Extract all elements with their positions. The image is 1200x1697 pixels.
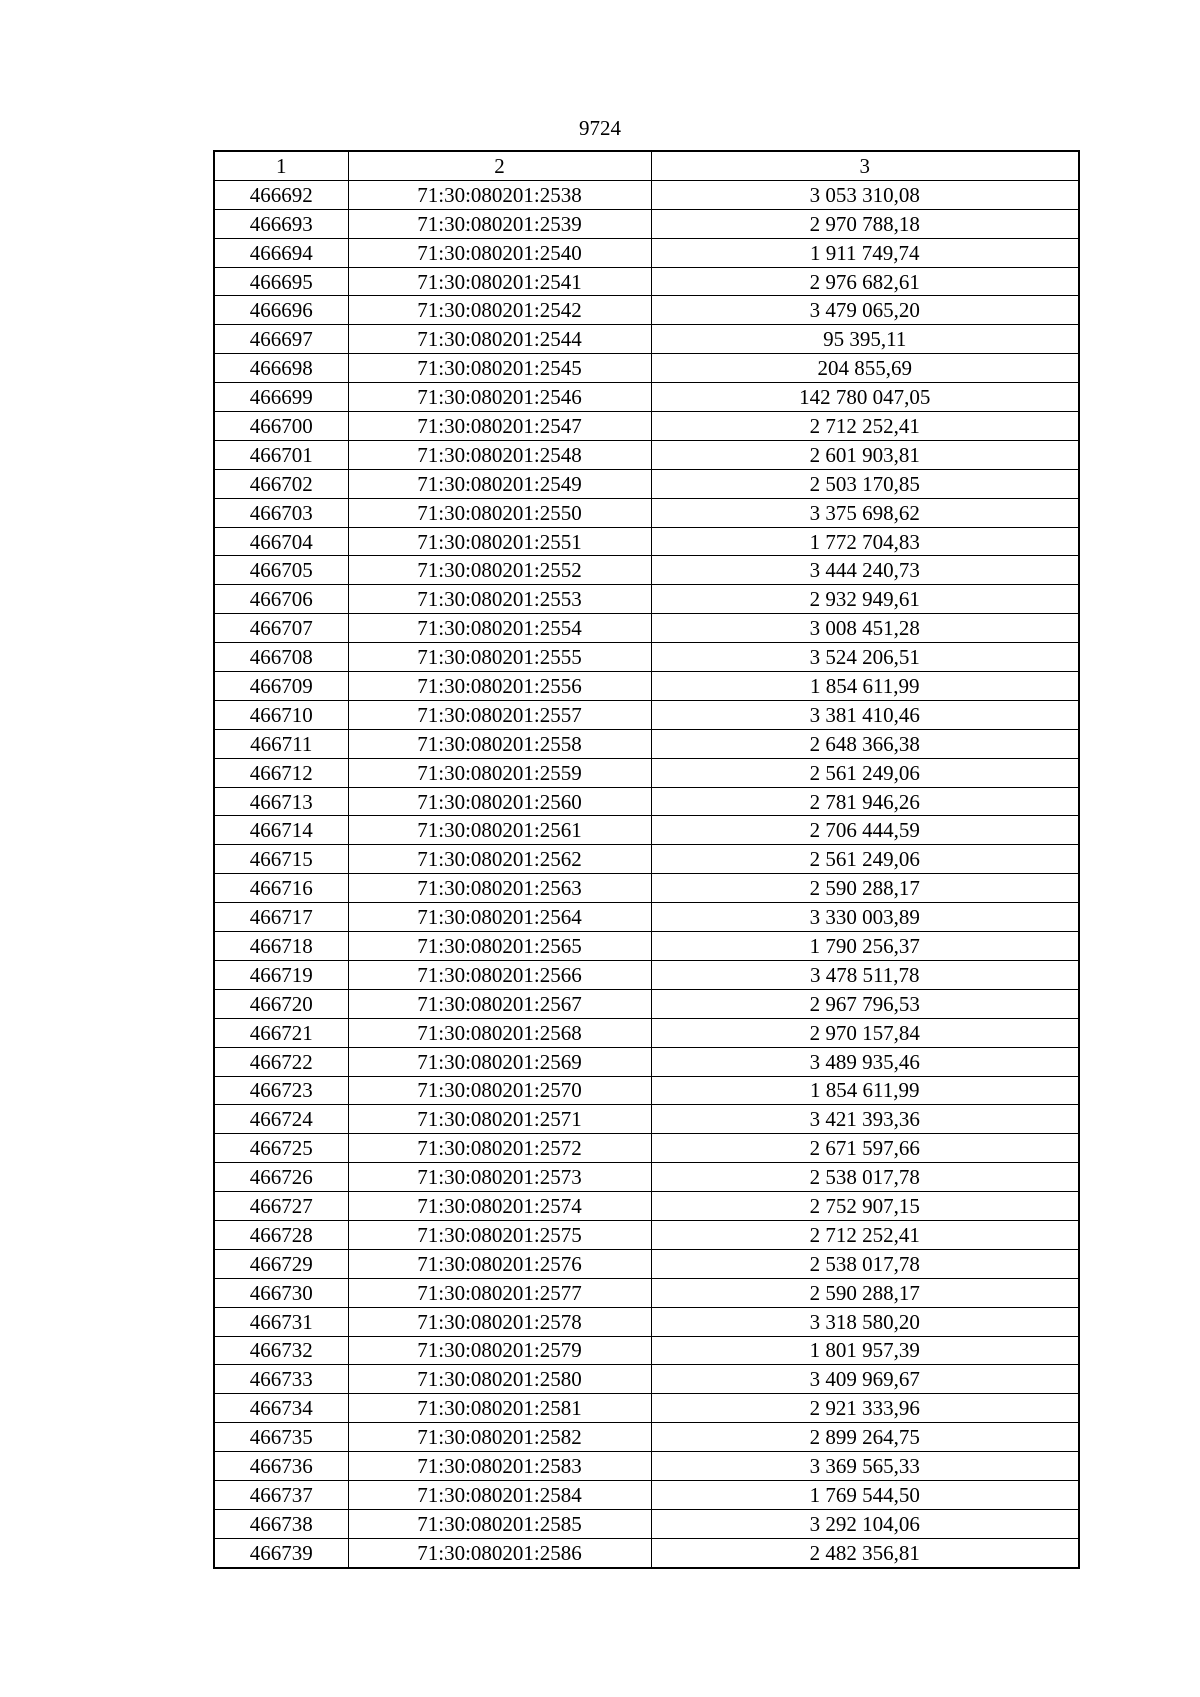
row-number-cell: 466736 bbox=[214, 1452, 348, 1481]
cadastral-number-cell: 71:30:080201:2551 bbox=[348, 527, 651, 556]
table-row bbox=[214, 816, 1079, 845]
table-row bbox=[214, 296, 1079, 325]
table-row bbox=[214, 1394, 1079, 1423]
value-cell: 2 561 249,06 bbox=[651, 758, 1079, 787]
cadastral-number-cell: 71:30:080201:2576 bbox=[348, 1249, 651, 1278]
table-row bbox=[214, 1278, 1079, 1307]
table-row bbox=[214, 1452, 1079, 1481]
value-cell: 2 590 288,17 bbox=[651, 874, 1079, 903]
table-row bbox=[214, 238, 1079, 267]
header-row bbox=[214, 151, 1079, 180]
value-cell: 2 967 796,53 bbox=[651, 989, 1079, 1018]
row-number-cell: 466719 bbox=[214, 960, 348, 989]
value-cell: 2 712 252,41 bbox=[651, 1220, 1079, 1249]
row-number-cell: 466707 bbox=[214, 614, 348, 643]
row-number-cell: 466706 bbox=[214, 585, 348, 614]
table-row bbox=[214, 527, 1079, 556]
row-number-cell: 466724 bbox=[214, 1105, 348, 1134]
value-cell: 2 482 356,81 bbox=[651, 1538, 1079, 1567]
table-row bbox=[214, 960, 1079, 989]
row-number-cell: 466733 bbox=[214, 1365, 348, 1394]
column-header-2: 2 bbox=[348, 151, 651, 180]
cadastral-number-cell: 71:30:080201:2575 bbox=[348, 1220, 651, 1249]
value-cell: 1 911 749,74 bbox=[651, 238, 1079, 267]
value-cell: 3 330 003,89 bbox=[651, 903, 1079, 932]
cadastral-number-cell: 71:30:080201:2581 bbox=[348, 1394, 651, 1423]
cadastral-number-cell: 71:30:080201:2556 bbox=[348, 672, 651, 701]
value-cell: 2 561 249,06 bbox=[651, 845, 1079, 874]
value-cell: 3 375 698,62 bbox=[651, 498, 1079, 527]
table-row bbox=[214, 1192, 1079, 1221]
value-cell: 2 671 597,66 bbox=[651, 1134, 1079, 1163]
table-row bbox=[214, 1365, 1079, 1394]
cadastral-number-cell: 71:30:080201:2557 bbox=[348, 700, 651, 729]
cadastral-number-cell: 71:30:080201:2544 bbox=[348, 325, 651, 354]
table-row bbox=[214, 209, 1079, 238]
cadastral-number-cell: 71:30:080201:2545 bbox=[348, 354, 651, 383]
row-number-cell: 466704 bbox=[214, 527, 348, 556]
row-number-cell: 466720 bbox=[214, 989, 348, 1018]
value-cell: 2 752 907,15 bbox=[651, 1192, 1079, 1221]
cadastral-number-cell: 71:30:080201:2561 bbox=[348, 816, 651, 845]
cadastral-number-cell: 71:30:080201:2546 bbox=[348, 383, 651, 412]
value-cell: 3 053 310,08 bbox=[651, 180, 1079, 209]
table-row bbox=[214, 672, 1079, 701]
cadastral-number-cell: 71:30:080201:2564 bbox=[348, 903, 651, 932]
cadastral-number-cell: 71:30:080201:2573 bbox=[348, 1163, 651, 1192]
table-row bbox=[214, 1480, 1079, 1509]
row-number-cell: 466725 bbox=[214, 1134, 348, 1163]
row-number-cell: 466703 bbox=[214, 498, 348, 527]
value-cell: 2 538 017,78 bbox=[651, 1249, 1079, 1278]
cadastral-number-cell: 71:30:080201:2547 bbox=[348, 412, 651, 441]
table-row bbox=[214, 498, 1079, 527]
value-cell: 2 503 170,85 bbox=[651, 469, 1079, 498]
table-row bbox=[214, 354, 1079, 383]
cadastral-number-cell: 71:30:080201:2555 bbox=[348, 643, 651, 672]
table-row bbox=[214, 845, 1079, 874]
table-row bbox=[214, 325, 1079, 354]
table-row bbox=[214, 1220, 1079, 1249]
row-number-cell: 466709 bbox=[214, 672, 348, 701]
value-cell: 2 970 788,18 bbox=[651, 209, 1079, 238]
row-number-cell: 466739 bbox=[214, 1538, 348, 1567]
value-cell: 2 932 949,61 bbox=[651, 585, 1079, 614]
value-cell: 1 769 544,50 bbox=[651, 1480, 1079, 1509]
table-row bbox=[214, 1163, 1079, 1192]
value-cell: 2 601 903,81 bbox=[651, 440, 1079, 469]
row-number-cell: 466697 bbox=[214, 325, 348, 354]
cadastral-number-cell: 71:30:080201:2542 bbox=[348, 296, 651, 325]
row-number-cell: 466711 bbox=[214, 729, 348, 758]
row-number-cell: 466721 bbox=[214, 1018, 348, 1047]
column-header-1: 1 bbox=[214, 151, 348, 180]
value-cell: 3 318 580,20 bbox=[651, 1307, 1079, 1336]
row-number-cell: 466728 bbox=[214, 1220, 348, 1249]
row-number-cell: 466713 bbox=[214, 787, 348, 816]
value-cell: 2 706 444,59 bbox=[651, 816, 1079, 845]
table-row bbox=[214, 903, 1079, 932]
table-row bbox=[214, 874, 1079, 903]
row-number-cell: 466729 bbox=[214, 1249, 348, 1278]
row-number-cell: 466723 bbox=[214, 1076, 348, 1105]
value-cell: 2 976 682,61 bbox=[651, 267, 1079, 296]
row-number-cell: 466730 bbox=[214, 1278, 348, 1307]
table-row bbox=[214, 729, 1079, 758]
cadastral-number-cell: 71:30:080201:2578 bbox=[348, 1307, 651, 1336]
value-cell: 3 524 206,51 bbox=[651, 643, 1079, 672]
table-row bbox=[214, 556, 1079, 585]
row-number-cell: 466699 bbox=[214, 383, 348, 412]
row-number-cell: 466692 bbox=[214, 180, 348, 209]
cadastral-number-cell: 71:30:080201:2559 bbox=[348, 758, 651, 787]
row-number-cell: 466696 bbox=[214, 296, 348, 325]
value-cell: 95 395,11 bbox=[651, 325, 1079, 354]
table-row bbox=[214, 1509, 1079, 1538]
table-row bbox=[214, 787, 1079, 816]
cadastral-number-cell: 71:30:080201:2563 bbox=[348, 874, 651, 903]
value-cell: 3 479 065,20 bbox=[651, 296, 1079, 325]
row-number-cell: 466737 bbox=[214, 1480, 348, 1509]
value-cell: 2 712 252,41 bbox=[651, 412, 1079, 441]
cadastral-number-cell: 71:30:080201:2560 bbox=[348, 787, 651, 816]
table-row bbox=[214, 440, 1079, 469]
cadastral-number-cell: 71:30:080201:2565 bbox=[348, 932, 651, 961]
cadastral-number-cell: 71:30:080201:2585 bbox=[348, 1509, 651, 1538]
row-number-cell: 466722 bbox=[214, 1047, 348, 1076]
value-cell: 2 648 366,38 bbox=[651, 729, 1079, 758]
cadastral-number-cell: 71:30:080201:2553 bbox=[348, 585, 651, 614]
value-cell: 1 854 611,99 bbox=[651, 672, 1079, 701]
cadastral-number-cell: 71:30:080201:2541 bbox=[348, 267, 651, 296]
row-number-cell: 466738 bbox=[214, 1509, 348, 1538]
table-row bbox=[214, 1076, 1079, 1105]
value-cell: 204 855,69 bbox=[651, 354, 1079, 383]
cadastral-number-cell: 71:30:080201:2566 bbox=[348, 960, 651, 989]
value-cell: 3 409 969,67 bbox=[651, 1365, 1079, 1394]
cadastral-number-cell: 71:30:080201:2574 bbox=[348, 1192, 651, 1221]
cadastral-number-cell: 71:30:080201:2582 bbox=[348, 1423, 651, 1452]
cadastral-number-cell: 71:30:080201:2549 bbox=[348, 469, 651, 498]
value-cell: 2 921 333,96 bbox=[651, 1394, 1079, 1423]
value-cell: 3 478 511,78 bbox=[651, 960, 1079, 989]
value-cell: 2 538 017,78 bbox=[651, 1163, 1079, 1192]
row-number-cell: 466705 bbox=[214, 556, 348, 585]
table-row bbox=[214, 989, 1079, 1018]
row-number-cell: 466716 bbox=[214, 874, 348, 903]
cadastral-number-cell: 71:30:080201:2586 bbox=[348, 1538, 651, 1567]
row-number-cell: 466732 bbox=[214, 1336, 348, 1365]
row-number-cell: 466695 bbox=[214, 267, 348, 296]
table-row bbox=[214, 1307, 1079, 1336]
table-row bbox=[214, 1336, 1079, 1365]
table-row bbox=[214, 1047, 1079, 1076]
row-number-cell: 466734 bbox=[214, 1394, 348, 1423]
table-row bbox=[214, 643, 1079, 672]
row-number-cell: 466718 bbox=[214, 932, 348, 961]
table-row bbox=[214, 1249, 1079, 1278]
row-number-cell: 466731 bbox=[214, 1307, 348, 1336]
row-number-cell: 466717 bbox=[214, 903, 348, 932]
table-body bbox=[214, 180, 1079, 1567]
cadastral-number-cell: 71:30:080201:2569 bbox=[348, 1047, 651, 1076]
table-row bbox=[214, 700, 1079, 729]
row-number-cell: 466693 bbox=[214, 209, 348, 238]
value-cell: 3 292 104,06 bbox=[651, 1509, 1079, 1538]
table-row bbox=[214, 180, 1079, 209]
registry-table bbox=[213, 150, 1080, 1569]
cadastral-number-cell: 71:30:080201:2579 bbox=[348, 1336, 651, 1365]
cadastral-number-cell: 71:30:080201:2577 bbox=[348, 1278, 651, 1307]
cadastral-number-cell: 71:30:080201:2538 bbox=[348, 180, 651, 209]
row-number-cell: 466715 bbox=[214, 845, 348, 874]
column-header-3: 3 bbox=[651, 151, 1079, 180]
table-row bbox=[214, 469, 1079, 498]
row-number-cell: 466726 bbox=[214, 1163, 348, 1192]
cadastral-number-cell: 71:30:080201:2572 bbox=[348, 1134, 651, 1163]
cadastral-number-cell: 71:30:080201:2567 bbox=[348, 989, 651, 1018]
value-cell: 2 899 264,75 bbox=[651, 1423, 1079, 1452]
page-number: 9724 bbox=[579, 116, 621, 140]
table-row bbox=[214, 1018, 1079, 1047]
row-number-cell: 466708 bbox=[214, 643, 348, 672]
row-number-cell: 466694 bbox=[214, 238, 348, 267]
cadastral-number-cell: 71:30:080201:2540 bbox=[348, 238, 651, 267]
row-number-cell: 466710 bbox=[214, 700, 348, 729]
cadastral-number-cell: 71:30:080201:2548 bbox=[348, 440, 651, 469]
table-row bbox=[214, 585, 1079, 614]
value-cell: 3 421 393,36 bbox=[651, 1105, 1079, 1134]
row-number-cell: 466727 bbox=[214, 1192, 348, 1221]
cadastral-number-cell: 71:30:080201:2539 bbox=[348, 209, 651, 238]
value-cell: 1 801 957,39 bbox=[651, 1336, 1079, 1365]
table-row bbox=[214, 412, 1079, 441]
cadastral-number-cell: 71:30:080201:2554 bbox=[348, 614, 651, 643]
table-row bbox=[214, 383, 1079, 412]
row-number-cell: 466712 bbox=[214, 758, 348, 787]
cadastral-number-cell: 71:30:080201:2571 bbox=[348, 1105, 651, 1134]
table-header bbox=[214, 151, 1079, 180]
table-row bbox=[214, 1423, 1079, 1452]
table-row bbox=[214, 1134, 1079, 1163]
table-row bbox=[214, 1105, 1079, 1134]
cadastral-number-cell: 71:30:080201:2550 bbox=[348, 498, 651, 527]
value-cell: 2 970 157,84 bbox=[651, 1018, 1079, 1047]
value-cell: 3 381 410,46 bbox=[651, 700, 1079, 729]
cadastral-number-cell: 71:30:080201:2562 bbox=[348, 845, 651, 874]
cadastral-number-cell: 71:30:080201:2570 bbox=[348, 1076, 651, 1105]
table-row bbox=[214, 758, 1079, 787]
table-row bbox=[214, 614, 1079, 643]
value-cell: 3 369 565,33 bbox=[651, 1452, 1079, 1481]
value-cell: 142 780 047,05 bbox=[651, 383, 1079, 412]
value-cell: 3 444 240,73 bbox=[651, 556, 1079, 585]
value-cell: 2 590 288,17 bbox=[651, 1278, 1079, 1307]
cadastral-number-cell: 71:30:080201:2558 bbox=[348, 729, 651, 758]
row-number-cell: 466700 bbox=[214, 412, 348, 441]
row-number-cell: 466701 bbox=[214, 440, 348, 469]
row-number-cell: 466698 bbox=[214, 354, 348, 383]
table-row bbox=[214, 932, 1079, 961]
cadastral-number-cell: 71:30:080201:2584 bbox=[348, 1480, 651, 1509]
value-cell: 1 790 256,37 bbox=[651, 932, 1079, 961]
row-number-cell: 466735 bbox=[214, 1423, 348, 1452]
value-cell: 1 772 704,83 bbox=[651, 527, 1079, 556]
cadastral-number-cell: 71:30:080201:2580 bbox=[348, 1365, 651, 1394]
row-number-cell: 466702 bbox=[214, 469, 348, 498]
value-cell: 3 489 935,46 bbox=[651, 1047, 1079, 1076]
table-row bbox=[214, 267, 1079, 296]
table-row bbox=[214, 1538, 1079, 1567]
value-cell: 2 781 946,26 bbox=[651, 787, 1079, 816]
value-cell: 1 854 611,99 bbox=[651, 1076, 1079, 1105]
value-cell: 3 008 451,28 bbox=[651, 614, 1079, 643]
cadastral-number-cell: 71:30:080201:2583 bbox=[348, 1452, 651, 1481]
cadastral-number-cell: 71:30:080201:2552 bbox=[348, 556, 651, 585]
cadastral-number-cell: 71:30:080201:2568 bbox=[348, 1018, 651, 1047]
row-number-cell: 466714 bbox=[214, 816, 348, 845]
